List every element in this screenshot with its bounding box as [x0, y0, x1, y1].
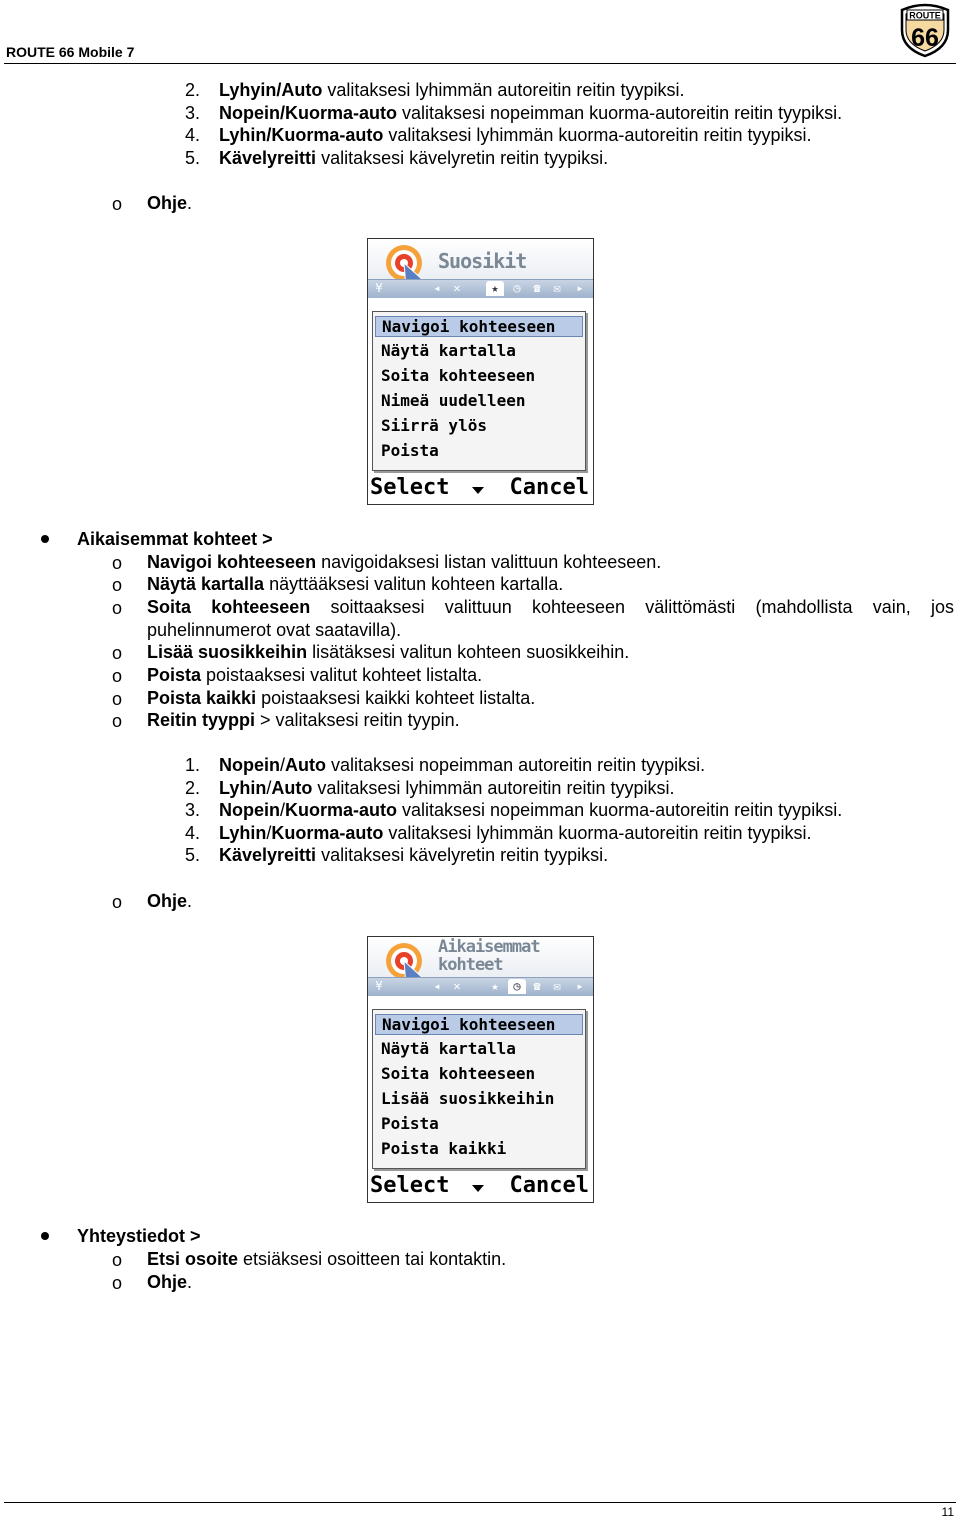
list-item-label: Ohje: [147, 1272, 188, 1292]
menu-item[interactable]: Soita kohteeseen: [381, 366, 536, 385]
phone-options-menu: [372, 1009, 586, 1169]
list-item: [147, 664, 482, 686]
signal-icon: ¥: [375, 979, 383, 993]
section-heading-previous: Aikaisemmat kohteet >: [77, 529, 273, 549]
star-icon[interactable]: ★: [491, 979, 499, 993]
cross-icon[interactable]: ✕: [453, 281, 461, 295]
help-line: Ohje.: [147, 193, 193, 213]
route-type-label: Nopein: [219, 800, 280, 821]
route-type-label: Lyhin: [219, 822, 267, 843]
list-marker: o: [112, 689, 123, 709]
route-type-label: Lyhin: [219, 777, 267, 798]
route-type-number: 5.: [184, 845, 200, 866]
softkey-cancel[interactable]: Cancel: [509, 475, 589, 500]
list-item-label: Poista: [147, 665, 202, 685]
route-type-label: Nopein/Kuorma-auto: [219, 102, 397, 123]
help-label: Ohje: [147, 193, 188, 213]
list-marker: o: [112, 643, 123, 663]
menu-item[interactable]: Soita kohteeseen: [381, 1064, 536, 1083]
list-item-label: Etsi osoite: [147, 1249, 239, 1269]
phone-screenshot-favorites: [367, 238, 594, 505]
list-item-description: soittaaksesi valittuun kohteeseen välittömästi (mahdollista vain, jos: [310, 597, 954, 617]
menu-down-arrow-icon: [472, 487, 484, 494]
route-type-vehicle: Kuorma-auto: [285, 800, 398, 821]
phone-tab-bar: [368, 279, 593, 298]
list-item: [147, 709, 460, 731]
route-type-item: [219, 124, 812, 146]
list-item-description: navigoidaksesi listan valittuun kohteeseen.: [316, 552, 662, 572]
help-marker: o: [112, 892, 123, 912]
route-type-description: valitaksesi nopeimman kuorma-autoreitin reitin tyypiksi.: [397, 800, 843, 821]
list-item: [147, 687, 535, 709]
list-marker: o: [112, 575, 123, 595]
menu-item[interactable]: Siirrä ylös: [381, 416, 487, 435]
left-arrow-icon[interactable]: ◂: [433, 281, 441, 295]
route-type-item: [219, 754, 705, 776]
list-item: [147, 1248, 506, 1270]
route-type-item: [219, 844, 608, 866]
list-marker: o: [112, 711, 123, 731]
list-item: [147, 551, 661, 573]
help-marker: o: [112, 194, 123, 214]
menu-item[interactable]: Navigoi kohteeseen: [375, 1014, 583, 1035]
route-type-item: [219, 799, 842, 821]
route-type-item: [219, 147, 608, 169]
list-item: [147, 641, 629, 663]
menu-item[interactable]: Nimeä uudelleen: [381, 391, 526, 410]
help-label: Ohje: [147, 891, 188, 911]
route-type-description: valitaksesi nopeimman autoreitin reitin tyypiksi.: [326, 755, 706, 775]
mail-icon[interactable]: ✉: [553, 979, 561, 993]
list-marker: o: [112, 553, 123, 573]
list-item-continuation: puhelinnumerot ovat saatavilla).: [147, 620, 402, 640]
route-type-vehicle: Kuorma-auto: [271, 822, 384, 843]
bullet-previous: [41, 535, 49, 543]
route-type-description: valitaksesi lyhimmän autoreitin reitin tyypiksi.: [322, 80, 685, 100]
bullet-contacts: [41, 1232, 49, 1240]
route-type-number: 1.: [184, 755, 200, 775]
route-type-description: valitaksesi lyhimmän kuorma-autoreitin reitin tyypiksi.: [383, 822, 812, 843]
menu-item[interactable]: Poista: [381, 441, 439, 460]
softkey-cancel[interactable]: Cancel: [509, 1173, 589, 1198]
route-type-label: Lyhyin/Auto: [219, 80, 323, 100]
menu-item[interactable]: Poista: [381, 1114, 439, 1133]
menu-item[interactable]: Lisää suosikkeihin: [381, 1089, 555, 1108]
list-item-label: Poista kaikki: [147, 688, 257, 708]
contacts-icon[interactable]: ☎: [533, 979, 541, 993]
list-item-description: > valitaksesi reitin tyypin.: [255, 710, 460, 730]
menu-item[interactable]: Näytä kartalla: [381, 341, 516, 360]
logo-text-route: ROUTE: [909, 10, 941, 21]
list-item-description: .: [187, 1272, 193, 1292]
list-item-description: poistaaksesi valitut kohteet listalta.: [201, 665, 483, 685]
clock-icon[interactable]: ◷: [508, 979, 526, 994]
document-header-title: ROUTE 66 Mobile 7: [6, 44, 135, 60]
route-type-number: 2.: [184, 777, 200, 798]
list-marker: o: [112, 598, 123, 618]
route-type-number: 3.: [184, 800, 200, 821]
route-type-number: 4.: [184, 125, 200, 145]
route-type-item: [219, 777, 674, 799]
route-type-item: [219, 822, 812, 844]
list-marker: o: [112, 666, 123, 686]
footer-rule: [4, 1502, 956, 1503]
route66-logo: [898, 2, 952, 58]
softkey-select[interactable]: Select: [370, 475, 450, 500]
list-item-label: Navigoi kohteeseen: [147, 552, 317, 572]
route-type-item: [219, 79, 684, 101]
list-item-label: Näytä kartalla: [147, 574, 265, 594]
list-item-description: lisätäksesi valitun kohteen suosikkeihin.: [307, 642, 630, 662]
mail-icon[interactable]: ✉: [553, 281, 561, 295]
route-type-description: valitaksesi nopeimman kuorma-autoreitin reitin tyypiksi.: [397, 102, 843, 123]
header-rule: [4, 63, 956, 64]
menu-item[interactable]: Poista kaikki: [381, 1139, 507, 1158]
list-item: [147, 573, 563, 595]
route-type-label: Nopein: [219, 755, 280, 775]
route-type-label: Lyhin/Kuorma-auto: [219, 125, 384, 145]
route-type-vehicle: Auto: [271, 777, 313, 798]
route-type-number: 3.: [184, 102, 200, 123]
route-type-description: valitaksesi lyhimmän kuorma-autoreitin reitin tyypiksi.: [383, 125, 812, 145]
route-type-separator: /: [280, 800, 286, 821]
right-arrow-icon[interactable]: ▸: [576, 281, 584, 295]
route-type-separator: /: [280, 755, 286, 775]
page-number: 11: [941, 1505, 954, 1519]
contacts-icon[interactable]: ☎: [533, 281, 541, 295]
list-item-label: Lisää suosikkeihin: [147, 642, 308, 662]
menu-down-arrow-icon: [472, 1185, 484, 1192]
signal-icon: ¥: [375, 281, 383, 295]
help-line: Ohje.: [147, 891, 193, 911]
list-marker: o: [112, 1273, 123, 1293]
list-item-description: näyttääksesi valitun kohteen kartalla.: [264, 574, 564, 594]
route-type-number: 5.: [184, 147, 200, 168]
list-marker: o: [112, 1250, 123, 1270]
list-item-description: poistaaksesi kaikki kohteet listalta.: [256, 688, 536, 708]
softkey-select[interactable]: Select: [370, 1173, 450, 1198]
route-type-number: 2.: [184, 80, 200, 100]
list-item-label: Reitin tyyppi: [147, 710, 256, 730]
clock-icon[interactable]: ◷: [513, 281, 521, 295]
star-icon[interactable]: ★: [486, 281, 504, 296]
phone-screen-title: Suosikit: [438, 249, 527, 273]
route-type-vehicle: Auto: [285, 755, 326, 775]
left-arrow-icon[interactable]: ◂: [433, 979, 441, 993]
route-type-item: [219, 102, 842, 124]
list-item-label: Soita kohteeseen: [147, 597, 311, 617]
phone-options-menu: [372, 311, 586, 471]
list-item: [147, 596, 954, 618]
list-item-description: etsiäksesi osoitteen tai kontaktin.: [238, 1249, 507, 1269]
route-type-label: Kävelyreitti: [219, 147, 317, 168]
route-type-label: Kävelyreitti: [219, 845, 317, 866]
route-type-description: valitaksesi kävelyretin reitin tyypiksi.: [316, 845, 609, 866]
cross-icon[interactable]: ✕: [453, 979, 461, 993]
phone-tab-bar: [368, 977, 593, 996]
section-heading-contacts: Yhteystiedot >: [77, 1226, 201, 1246]
phone-screen-title-line2: kohteet: [438, 955, 503, 975]
route-type-separator: /: [266, 822, 272, 843]
phone-screen-title-line1: Aikaisemmat: [438, 937, 540, 957]
route-type-description: valitaksesi lyhimmän autoreitin reitin tyypiksi.: [312, 777, 675, 798]
route-type-description: valitaksesi kävelyretin reitin tyypiksi.: [316, 147, 609, 168]
route-type-number: 4.: [184, 822, 200, 843]
route-type-separator: /: [266, 777, 272, 798]
phone-screenshot-previous: [367, 936, 594, 1203]
right-arrow-icon[interactable]: ▸: [576, 979, 584, 993]
logo-text-66: 66: [911, 24, 939, 52]
list-item: [147, 1271, 192, 1293]
menu-item[interactable]: Näytä kartalla: [381, 1039, 516, 1058]
menu-item[interactable]: Navigoi kohteeseen: [375, 316, 583, 337]
